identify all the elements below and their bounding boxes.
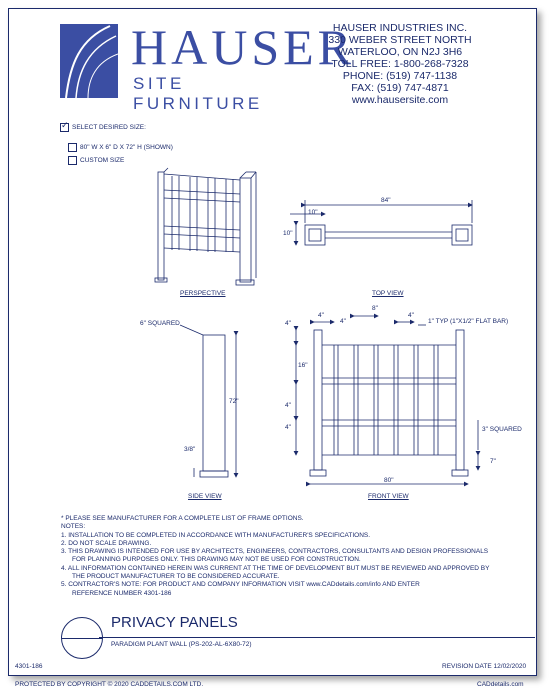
notes-heading: NOTES: (61, 523, 86, 531)
drawing-title: PRIVACY PANELS (111, 614, 238, 631)
dim-3-8: 3/8" (184, 446, 196, 453)
company-fax: FAX: (519) 747-4871 (351, 82, 449, 94)
note-line: FOR PLANNING PURPOSES ONLY. THIS DRAWING MAY NOT BE USED FOR CONSTRUCTION. (72, 556, 361, 564)
dim-80: 80" (384, 477, 394, 484)
company-website[interactable]: www.hausersite.com (351, 94, 449, 106)
notes-lead: * PLEASE SEE MANUFACTURER FOR A COMPLETE LIST OF FRAME OPTIONS. (61, 515, 304, 522)
dim-4-top-mid: 4" (340, 318, 346, 325)
company-name: HAUSER INDUSTRIES INC. (332, 22, 468, 34)
dim-4-top-left: 4" (318, 312, 324, 319)
company-tollfree: TOLL FREE: 1-800-268-7328 (331, 58, 469, 70)
revision-date: REVISION DATE 12/02/2020 (442, 663, 527, 670)
note-line: REFERENCE NUMBER 4301-186 (72, 589, 172, 597)
note-line: THE PRODUCT MANUFACTURER TO BE CONSIDERED ACCURATE. (72, 573, 280, 581)
perspective-label: PERSPECTIVE (180, 290, 226, 297)
dim-72: 72" (229, 398, 239, 405)
copyright-notice: PROTECTED BY COPYRIGHT © 2020 CADDETAILS.COM LTD. (15, 681, 204, 688)
dim-flat-bar: 1" TYP (1"X1/2" FLAT BAR) (428, 318, 509, 325)
dim-3-squared: 3" SQUARED (482, 426, 522, 433)
dim-10-width: 10" (308, 209, 318, 216)
top-view-drawing (290, 200, 472, 245)
company-city: WATERLOO, ON N2J 3H6 (337, 46, 463, 58)
dim-4-left: 4" (285, 320, 291, 327)
side-view-label: SIDE VIEW (188, 493, 222, 500)
dim-4-mid: 4" (285, 402, 291, 409)
dim-7: 7" (490, 458, 496, 465)
note-line: 1. INSTALLATION TO BE COMPLETED IN ACCORDANCE WITH MANUFACTURER'S SPECIFICATIONS. (61, 531, 371, 539)
size-option-label: 80" W X 6" D X 72" H (SHOWN) (80, 144, 173, 151)
perspective-drawing (155, 168, 256, 285)
note-line: 2. DO NOT SCALE DRAWING. (61, 539, 152, 547)
note-line: 3. THIS DRAWING IS INTENDED FOR USE BY ARCHITECTS, ENGINEERS, CONTRACTORS, CONSULTANTS AND DESIGN PROFESSIONALS (61, 548, 489, 556)
logo-subtitle: SITE FURNITURE (133, 74, 263, 113)
front-view-label: FRONT VIEW (368, 493, 409, 500)
title-divider (99, 637, 535, 638)
dim-10-height: 10" (283, 230, 293, 237)
dim-4-top-right: 4" (408, 312, 414, 319)
dim-4-low: 4" (285, 424, 291, 431)
drawing-subtitle: PARADIGM PLANT WALL (PS-202-AL-6X80-72) (111, 641, 252, 648)
size-option-label: CUSTOM SIZE (80, 157, 125, 164)
select-size-label: SELECT DESIRED SIZE: (72, 124, 146, 131)
top-view-label: TOP VIEW (372, 290, 404, 297)
dim-8: 8" (372, 305, 378, 312)
side-view-drawing (180, 325, 236, 477)
logo-name: HAUSER (131, 19, 356, 75)
dim-84: 84" (381, 197, 391, 204)
note-line: 5. CONTRACTOR'S NOTE: FOR PRODUCT AND COMPANY INFORMATION VISIT www.CADdetails.com/info AND ENTER (61, 581, 420, 589)
dim-6-squared: 6" SQUARED (140, 320, 180, 327)
note-line: 4. ALL INFORMATION CONTAINED HEREIN WAS CURRENT AT THE TIME OF DEVELOPMENT BUT MUST BE REVIEWED AND APPROVED BY (61, 564, 490, 572)
caddetails-link[interactable]: CADdetails.com (477, 681, 524, 688)
title-block (9, 612, 536, 662)
reference-number: 4301-186 (15, 663, 43, 670)
title-circle-icon (61, 617, 103, 659)
company-street: 330 WEBER STREET NORTH (328, 34, 472, 46)
general-notes (61, 515, 501, 598)
company-phone: PHONE: (519) 747-1138 (342, 70, 458, 82)
front-view-drawing (296, 316, 478, 484)
dim-16: 16" (298, 362, 308, 369)
